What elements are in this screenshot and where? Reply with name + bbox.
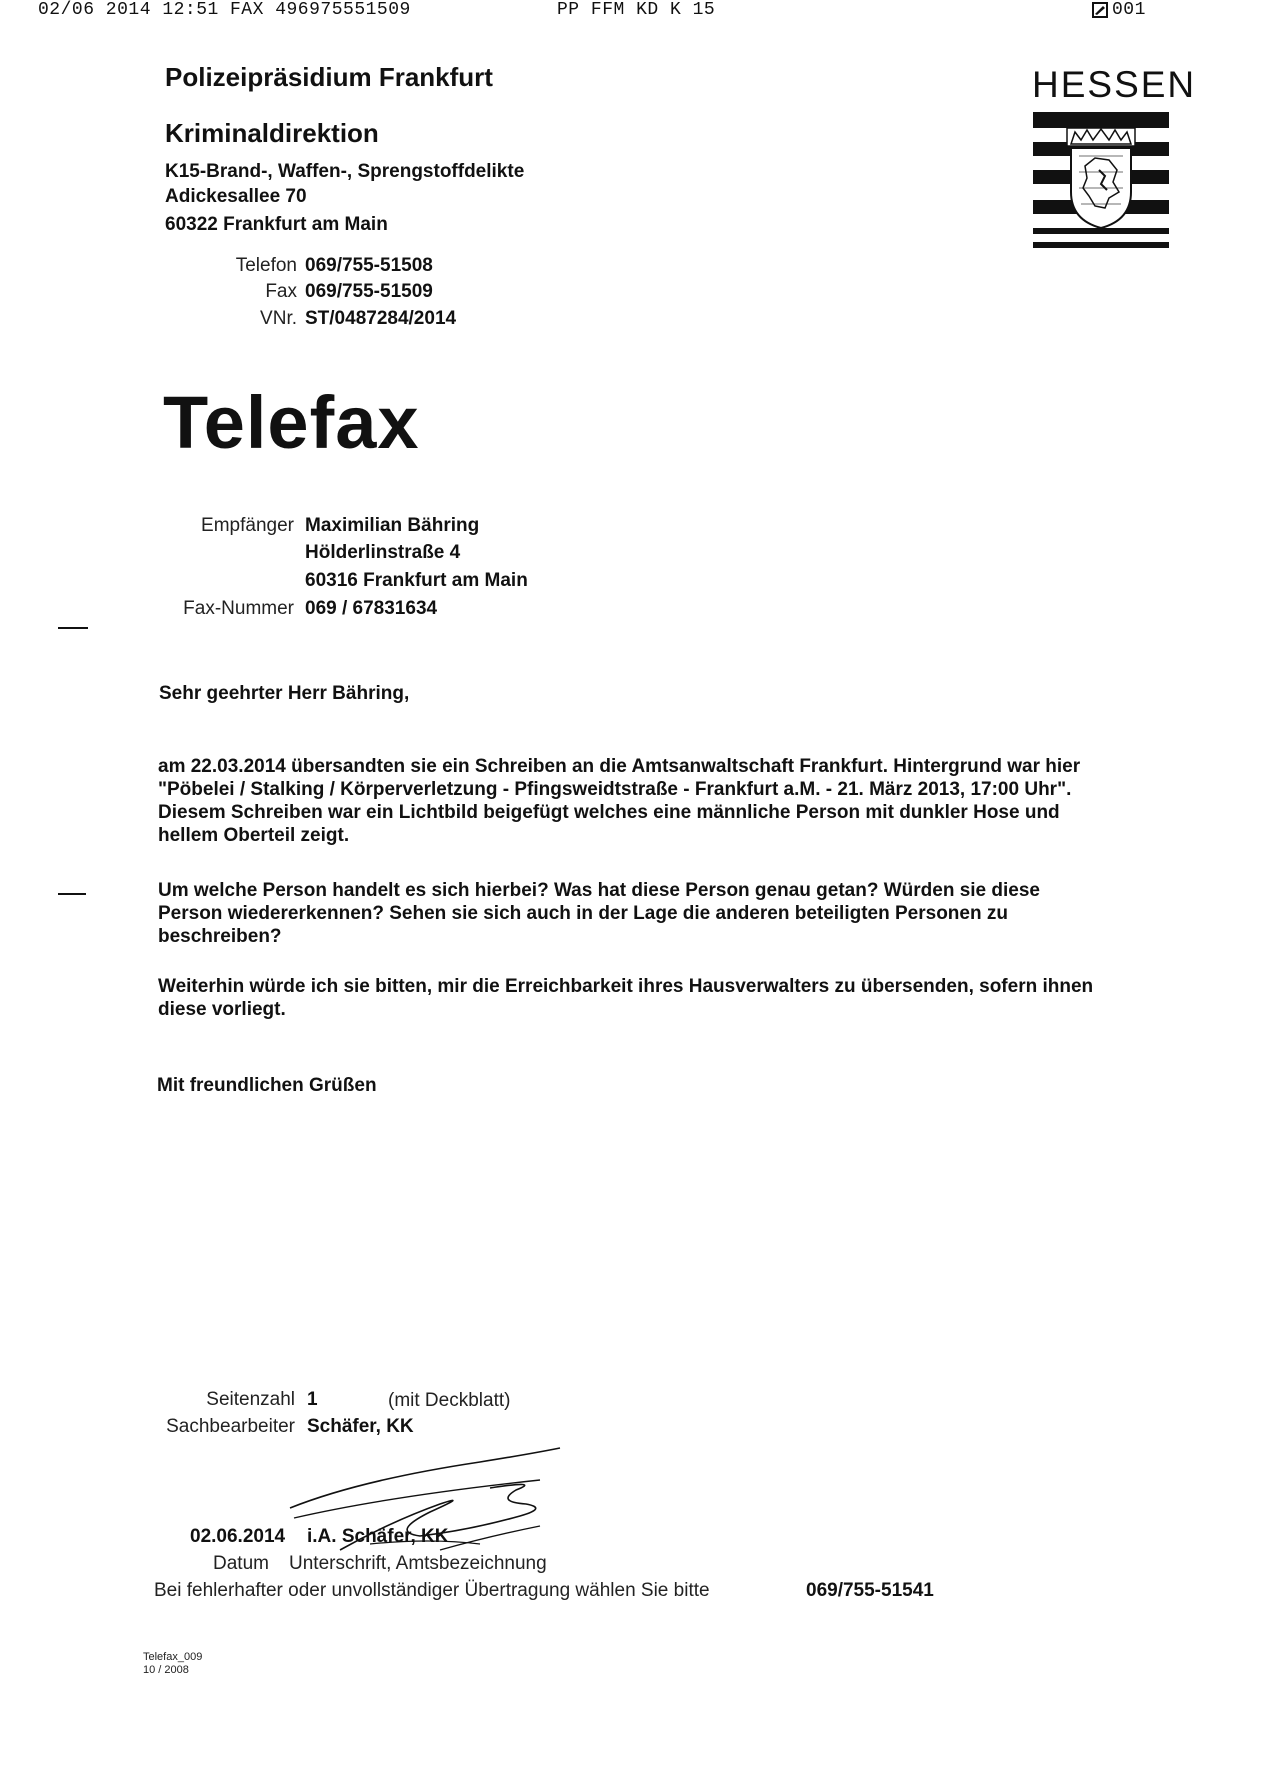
salutation: Sehr geehrter Herr Bähring, xyxy=(159,683,410,704)
paragraph-line: beschreiben? xyxy=(158,926,282,947)
pages-note: (mit Deckblatt) xyxy=(388,1390,511,1411)
pages-count: 1 xyxy=(307,1389,318,1410)
recipient-city: 60316 Frankfurt am Main xyxy=(305,570,528,591)
paragraph-line: Diesem Schreiben war ein Lichtbild beigefügt welches eine männliche Person mit dunkler Hose und xyxy=(158,802,1060,823)
transmission-error-note: Bei fehlerhafter oder unvollständiger Übertragung wählen Sie bitte xyxy=(154,1580,710,1601)
hessen-crest-icon xyxy=(1065,126,1137,230)
clerk-name: Schäfer, KK xyxy=(307,1416,414,1437)
paragraph-line: hellem Oberteil zeigt. xyxy=(158,825,350,846)
sender-city: 60322 Frankfurt am Main xyxy=(165,214,388,235)
form-date: 10 / 2008 xyxy=(143,1664,189,1676)
paragraph-line: Weiterhin würde ich sie bitten, mir die Erreichbarkeit ihres Hausverwalters zu übersenden, sofern ihnen xyxy=(158,976,1094,997)
brand-state: HESSEN xyxy=(1032,64,1197,105)
transmission-error-phone: 069/755-51541 xyxy=(806,1580,934,1601)
paragraph-line: diese vorliegt. xyxy=(158,999,286,1020)
hessen-crest-logo xyxy=(1033,112,1169,250)
sender-ref: ST/0487284/2014 xyxy=(305,308,457,329)
sender-division: Kriminaldirektion xyxy=(165,118,379,148)
paragraph-line: Um welche Person handelt es sich hierbei? Was hat diese Person genau getan? Würden sie diese xyxy=(158,880,1040,901)
clerk-label: Sachbearbeiter xyxy=(166,1416,295,1437)
fax-page-icon xyxy=(1092,2,1108,18)
sender-fax-label: Fax xyxy=(265,281,297,302)
paragraph-2 xyxy=(158,879,1040,948)
sender-phone: 069/755-51508 xyxy=(305,255,433,276)
fax-sender-number: FAX 496975551509 xyxy=(230,0,411,20)
form-id: Telefax_009 xyxy=(143,1651,203,1663)
fax-station: PP FFM KD K 15 xyxy=(557,0,716,20)
recipient-label: Empfänger xyxy=(201,515,294,536)
recipient-fax-label: Fax-Nummer xyxy=(183,598,294,619)
paragraph-line: am 22.03.2014 übersandten sie ein Schreiben an die Amtsanwaltschaft Frankfurt. Hintergrund war hier xyxy=(158,756,1081,777)
doc-title: Telefax xyxy=(163,381,420,464)
paragraph-3 xyxy=(158,975,1093,1021)
fax-datetime: 02/06 2014 12:51 xyxy=(38,0,219,20)
paragraph-1 xyxy=(158,755,1080,847)
fax-page-code: 001 xyxy=(1112,0,1146,20)
recipient-name: Maximilian Bähring xyxy=(305,515,480,536)
sig-caption: Unterschrift, Amtsbezeichnung xyxy=(289,1553,547,1574)
sign-name: i.A. Schäfer, KK xyxy=(307,1526,449,1547)
sender-unit: K15-Brand-, Waffen-, Sprengstoffdelikte xyxy=(165,161,525,182)
sender-org: Polizeipräsidium Frankfurt xyxy=(165,62,493,92)
fold-mark-middle xyxy=(58,893,86,895)
paragraph-line: "Pöbelei / Stalking / Körperverletzung - Pfingsweidtstraße - Frankfurt a.M. - 21. März 2013, 17:00 Uhr". xyxy=(158,779,1072,800)
recipient-street: Hölderlinstraße 4 xyxy=(305,542,461,563)
sign-date: 02.06.2014 xyxy=(190,1526,286,1547)
pages-label: Seitenzahl xyxy=(206,1389,295,1410)
sender-street: Adickesallee 70 xyxy=(165,186,307,207)
sig-caption-date: Datum xyxy=(213,1553,269,1574)
fold-mark-top xyxy=(58,627,88,629)
paragraph-line: Person wiedererkennen? Sehen sie sich auch in der Lage die anderen beteiligten Personen zu xyxy=(158,903,1008,924)
recipient-fax: 069 / 67831634 xyxy=(305,598,438,619)
closing: Mit freundlichen Grüßen xyxy=(157,1075,377,1096)
sender-phone-label: Telefon xyxy=(235,255,297,276)
sender-ref-label: VNr. xyxy=(260,308,297,329)
sender-fax: 069/755-51509 xyxy=(305,281,433,302)
